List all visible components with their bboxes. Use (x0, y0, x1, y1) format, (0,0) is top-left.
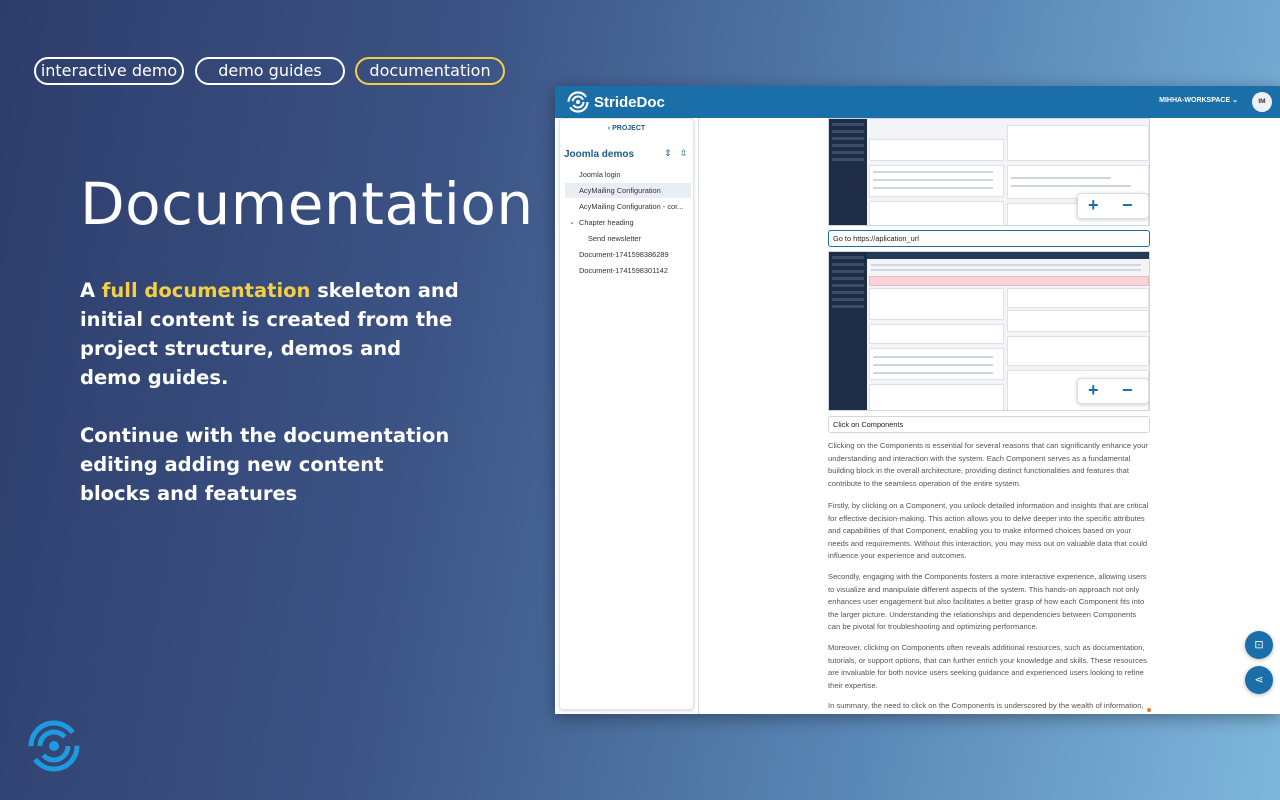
workspace-selector[interactable] (1159, 96, 1238, 104)
zoom-control (1077, 193, 1149, 219)
app-topbar (555, 86, 1280, 118)
nav-pill-label: interactive demo (40, 61, 178, 80)
hero-paragraph-1 (80, 276, 460, 392)
step-click-components[interactable]: Click on Components (828, 416, 1150, 433)
step-screenshot (828, 118, 1150, 226)
brand-logo-icon (28, 720, 80, 772)
doc-paragraph: In summary, the need to click on the Components is underscored by the wealth of information, (828, 701, 1144, 710)
hero-para1-pre: A (80, 279, 102, 302)
back-to-project-link[interactable] (560, 125, 693, 132)
share-icon: ⋖ (1254, 673, 1264, 686)
avatar[interactable]: IM (1252, 92, 1272, 112)
capture-button[interactable] (1245, 631, 1273, 659)
status-dot (1147, 708, 1151, 712)
project-title: Joomla demos (564, 149, 635, 160)
app-window (555, 86, 1280, 714)
app-logo[interactable] (567, 91, 665, 113)
sidebar-item[interactable]: Document-1741598386289 (579, 250, 669, 259)
hero-highlight: full documentation (101, 279, 311, 302)
nav-pill-label: documentation (369, 61, 491, 80)
sidebar-item[interactable]: Document-1741598301142 (579, 266, 669, 275)
zoom-out-icon[interactable]: − (1122, 195, 1133, 215)
zoom-out-icon[interactable]: − (1122, 380, 1133, 400)
hero-paragraph-2: Continue with the documentation editing adding new content blocks and features (80, 424, 450, 505)
hero-title: Documentation (80, 170, 534, 238)
sidebar-item[interactable]: Send newsletter (588, 234, 641, 243)
doc-paragraph: Firstly, by clicking on a Component, you unlock detailed information and insights that are critical for effective decision-making. This action allows you to delve deeper into the specific attributes and capabilities of that Component, enabling you to make informed choices based on your needs and requirements. Without this interaction, you may miss out on valuable data that could influence your experience and outcomes. (828, 501, 1149, 561)
chevron-down-icon: ⌄ (569, 219, 575, 226)
sidebar-item[interactable]: AcyMailing Configuration - cor... (579, 202, 684, 211)
project-sidebar (559, 118, 694, 710)
step-go-to-url[interactable]: Go to https://aplication_url (828, 230, 1150, 247)
sidebar-item-chapter[interactable] (565, 215, 691, 230)
sidebar-item-label: Chapter heading (579, 218, 634, 227)
capture-icon: ⊡ (1254, 638, 1264, 651)
collapse-icon[interactable]: ⇳ (680, 149, 688, 159)
expand-icon[interactable]: ⇕ (664, 149, 672, 159)
doc-paragraph: Moreover, clicking on Components often reveals additional resources, such as documentation, tutorials, or support options, that can further enrich your knowledge and skills. These resources are invaluable for both novice users seeking guidance and experienced users looking to refine their expertise. (828, 643, 1147, 690)
chevron-left-icon: ‹ (607, 125, 611, 132)
zoom-in-icon[interactable]: + (1088, 380, 1099, 400)
sidebar-item[interactable]: AcyMailing Configuration (565, 183, 691, 198)
doc-paragraph: Secondly, engaging with the Components fosters a more interactive experience, allowing users to visualize and manipulate different aspects of the system. This hands-on approach not only enhances user engagement but also facilitates a better grasp of how each Component fits into the larger picture. Understanding the relationships and dependencies between Components can be pivotal for troubleshooting and optimizing performance. (828, 572, 1147, 632)
back-label: PROJECT (612, 125, 646, 132)
doc-paragraph: Clicking on the Components is essential for several reasons that can significantly enhance your understanding and interaction with the system. Each Component serves as a fundamental building block in the overall architecture, providing distinct functionalities and features that contribute to the seamless operation of the entire system. (828, 441, 1148, 488)
hero-para1-post: skeleton and initial content is created from the project structure, demos and demo guides. (80, 279, 459, 389)
zoom-in-icon[interactable]: + (1088, 195, 1099, 215)
sidebar-divider (698, 118, 699, 714)
nav-pill-demo-guides[interactable] (195, 57, 345, 85)
nav-pill-interactive-demo[interactable] (34, 57, 184, 85)
step-screenshot (828, 251, 1150, 411)
nav-pill-label: demo guides (218, 61, 322, 80)
share-button[interactable] (1245, 666, 1273, 694)
chevron-down-icon: ⌄ (1232, 97, 1238, 104)
stridedoc-logo-icon (567, 91, 589, 113)
app-brand-name: StrideDoc (594, 93, 665, 111)
nav-pill-documentation[interactable] (355, 57, 505, 85)
zoom-control (1077, 378, 1149, 404)
workspace-label: MIHHA-WORKSPACE (1159, 97, 1231, 104)
sidebar-item[interactable]: Joomla login (579, 170, 621, 179)
